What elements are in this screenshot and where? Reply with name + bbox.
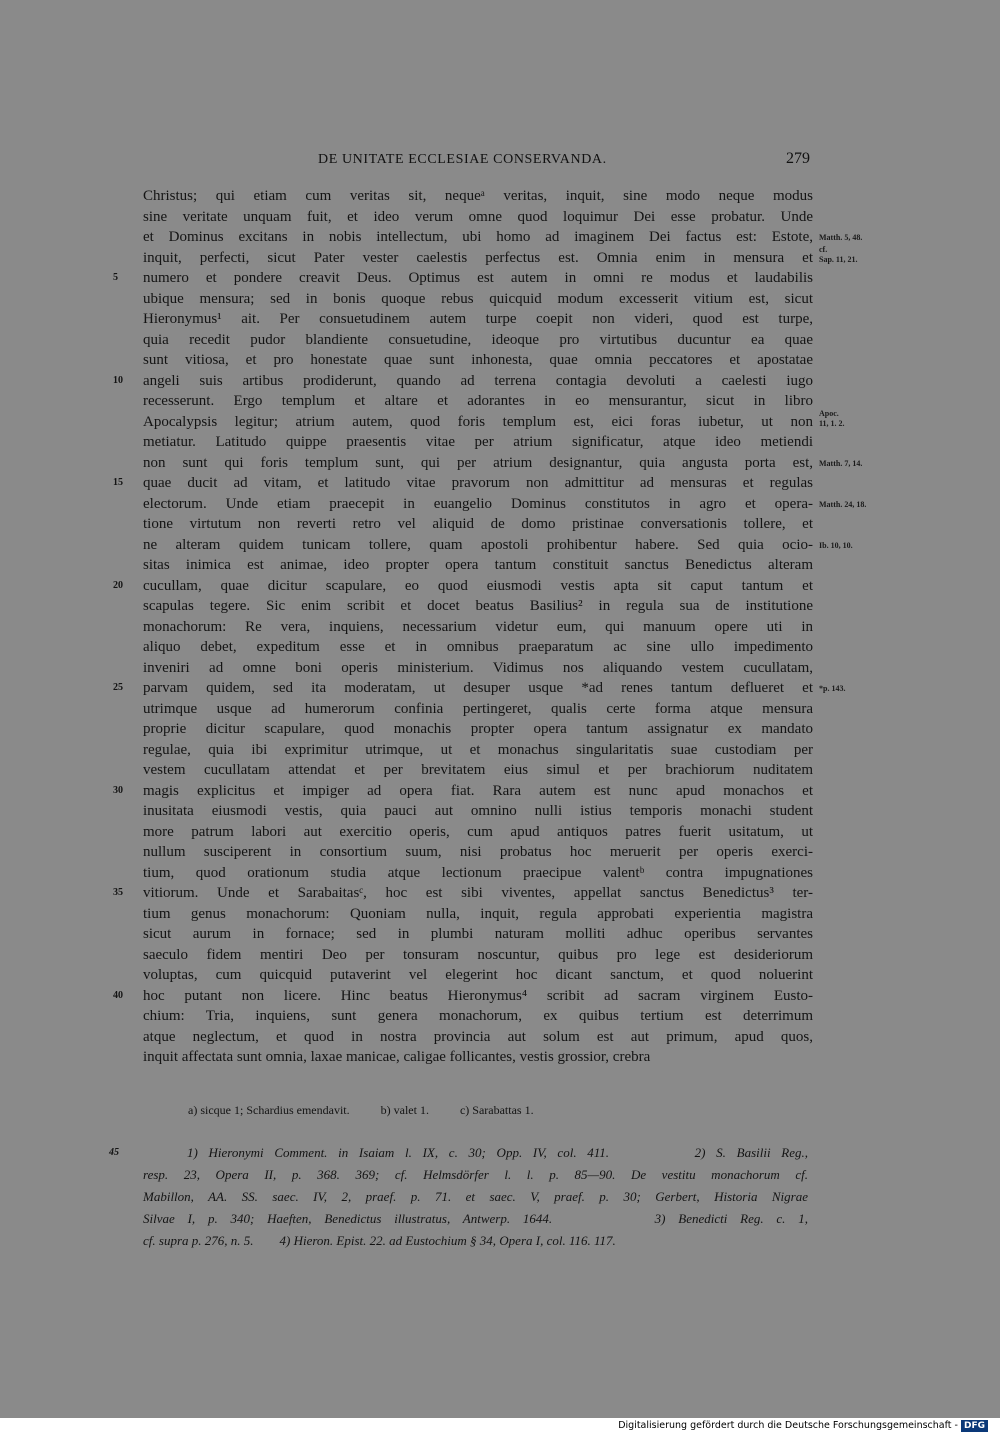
- text-line: [143, 494, 867, 515]
- digitization-credit: [618, 1418, 988, 1434]
- line-text: utrimque usque ad humerorum confinia pertingeret, qualis certe forma atque mensura: [143, 700, 813, 717]
- line-text: inusitata eiusmodi vestis, quia pauci aut omnino nulli istius temporis monachi student: [143, 803, 813, 819]
- footnote-line: [143, 1230, 808, 1252]
- line-text: angeli suis artibus prodiderunt, quando ad terrena contagia devoluti a caelesti iugo: [143, 372, 813, 389]
- line-text: ubique mensura; sed in bonis quoque rebus quicquid modum excesserit vitium est, sicut: [143, 290, 813, 307]
- line-text: proprie dicitur scapulare, quod monachis propter opera tantum assignatur ex mandato: [143, 721, 813, 737]
- line-text: vestem cucullatam attendat et per brevitatem eius simul et per brachiorum nuditatem: [143, 762, 813, 778]
- line-text: recesserunt. Ergo templum et altare et adorantes in eo mensurantur, sicut in libro: [143, 393, 813, 409]
- margin-reference: Ib. 10, 10.: [819, 540, 853, 550]
- line-text: tione virtutum non reverti retro vel aliquid de domo pristinae conversationis tollere, et: [143, 516, 813, 532]
- text-line: [143, 207, 813, 228]
- line-text: nullum susciperent in consortium suum, nisi probatus hoc meruerit per operis exerci-: [143, 844, 813, 860]
- line-text: sitas inimica est animae, ideo propter opera tantum constituit sanctus Benedictus alteram: [143, 557, 813, 573]
- text-line: [143, 596, 813, 617]
- text-line: [143, 391, 813, 412]
- line-text: tium genus monachorum: Quoniam nulla, inquit, regula approbati experientia magistra: [143, 905, 813, 922]
- line-number: 40: [113, 989, 123, 1001]
- footnote-text: 1) Hieronymi Comment. in Isaiam l. IX, c. 30; Opp. IV, col. 411. 2) S. Basilii Reg.,: [187, 1145, 808, 1160]
- line-text: regulae, quia ibi exprimitur utrimque, ut et monachus singularitatis suae custodiam per: [143, 741, 813, 758]
- text-line: [113, 986, 813, 1007]
- footnotes: [109, 1142, 808, 1252]
- main-text: [113, 186, 867, 1068]
- text-line: [143, 555, 813, 576]
- critical-note: c) Sarabattas 1.: [459, 1103, 534, 1117]
- critical-apparatus: [188, 1103, 562, 1118]
- text-line: [113, 678, 846, 699]
- text-line: [143, 842, 813, 863]
- text-line: [143, 535, 853, 556]
- text-line: [143, 740, 813, 761]
- line-text: saeculo fidem mentiri Deo per tonsuram noscuntur, quibus pro lege est desideriorum: [143, 946, 813, 963]
- line-number: 45: [109, 1147, 119, 1158]
- text-line: [143, 822, 813, 843]
- footnote-text: Mabillon, AA. SS. saec. IV, 2, praef. p. 71. et saec. V, praef. p. 30; Gerbert, Historia Nigrae: [143, 1189, 808, 1204]
- text-line: [143, 965, 813, 986]
- footnote-line: [143, 1164, 808, 1186]
- line-text: inquit, perfecti, sicut Pater vester caelestis perfectus est. Omnia enim in mensura et: [143, 249, 813, 266]
- line-text: parvam quidem, sed ita moderatam, ut desuper usque *ad renes tantum deflueret et: [143, 680, 813, 696]
- line-text: metiatur. Latitudo quippe praesentis vitae per atrium significatur, atque ideo metiendi: [143, 434, 813, 450]
- text-line: [143, 637, 813, 658]
- margin-reference: Apoc. 11, 1. 2.: [819, 408, 845, 428]
- text-line: [143, 1027, 813, 1048]
- text-line: [143, 1047, 813, 1068]
- margin-reference: Matth. 24, 18.: [819, 499, 867, 509]
- line-text: sunt vitiosa, et pro honestate quae sunt inhonesta, quae omnia peccatores et apostatae: [143, 352, 813, 368]
- text-line: [143, 350, 813, 371]
- text-line: [143, 924, 813, 945]
- line-text: ne alteram quidem tunicam tollere, quam apostoli prohibentur habere. Sed quia ocio-: [143, 536, 813, 553]
- text-line: [143, 945, 813, 966]
- running-head: DE UNITATE ECCLESIAE CONSERVANDA.: [318, 152, 607, 167]
- page-number: 279: [786, 150, 810, 167]
- text-line: [113, 576, 813, 597]
- line-text: numero et pondere creavit Deus. Optimus est autem in omni re modus et laudabilis: [143, 270, 813, 286]
- line-text: Christus; qui etiam cum veritas sit, nequeᵃ veritas, inquit, sine modo neque modus: [143, 188, 813, 204]
- text-line: [143, 617, 813, 638]
- critical-note: b) valet 1.: [380, 1103, 429, 1117]
- text-line: [143, 1006, 813, 1027]
- footnote-text: cf. supra p. 276, n. 5. 4) Hieron. Epist. 22. ad Eustochium § 34, Opera I, col. 116. 117.: [143, 1233, 616, 1248]
- text-line: [113, 781, 813, 802]
- line-number: 5: [113, 272, 118, 283]
- line-text: voluptas, cum quicquid putaverint vel elegerint hoc dicant sanctum, et quod noluerint: [143, 967, 813, 983]
- line-text: monachorum: Re vera, inquiens, necessarium videtur eum, qui manuum opere uti in: [143, 618, 813, 635]
- footnote-line: [143, 1186, 808, 1208]
- line-number: 35: [113, 887, 123, 898]
- line-text: Hieronymus¹ ait. Per consuetudinem autem turpe coepit non videri, quod est turpe,: [143, 311, 813, 327]
- text-line: [113, 883, 813, 904]
- line-number: 30: [113, 784, 123, 796]
- line-text: aliquo debet, expeditum esse et in omnibus praeparatum ac sine ullo impedimento: [143, 639, 813, 655]
- text-line: [143, 408, 845, 433]
- text-line: [143, 453, 863, 474]
- line-number: 25: [113, 682, 123, 693]
- text-line: [143, 801, 813, 822]
- line-number: 10: [113, 374, 123, 386]
- line-text: sine veritate unquam fuit, et ideo verum omne quod loquimur Dei esse probatur. Unde: [143, 208, 813, 225]
- margin-reference: Matth. 5, 48.: [819, 233, 863, 242]
- margin-reference: Matth. 7, 14.: [819, 458, 863, 468]
- line-number: 20: [113, 579, 123, 591]
- line-text: quae ducit ad vitam, et latitudo vitae pravorum non admittitur ad mensuras et regulas: [143, 475, 813, 491]
- text-line: [113, 268, 813, 289]
- line-text: vitiorum. Unde et Sarabaitasᶜ, hoc est sibi viventes, appellat sanctus Benedictus³ ter-: [143, 885, 813, 901]
- line-text: chium: Tria, inquiens, sunt genera monachorum, ex quibus tertium est deterrimum: [143, 1008, 813, 1024]
- critical-note: a) sicque 1; Schardius emendavit.: [188, 1103, 350, 1117]
- line-text: electorum. Unde etiam praecepit in euangelio Dominus constitutos in agro et opera-: [143, 495, 813, 512]
- line-text: quia recedit pudor blandiente consuetudine, ideoque pro virtutibus ducuntur ea quae: [143, 331, 813, 348]
- text-line: [143, 863, 813, 884]
- line-text: cucullam, quae dicitur scapulare, eo quod eiusmodi vestis apta sit caput tantum et: [143, 577, 813, 594]
- text-line: [143, 432, 813, 453]
- dfg-logo-icon: DFG: [961, 1420, 988, 1432]
- text-line: [143, 514, 813, 535]
- footnote-line: [143, 1208, 808, 1230]
- text-line: [143, 309, 813, 330]
- margin-reference: cf. Sap. 11, 21.: [819, 244, 858, 264]
- line-text: magis explicitus et impiger ad opera fiat. Rara autem est nunc apud monachos et: [143, 782, 813, 799]
- line-text: non sunt qui foris templum sunt, qui per atrium designantur, quia angusta porta est,: [143, 454, 813, 471]
- line-text: et Dominus excitans in nobis intellectum, ubi homo ad imaginem Dei factus est: Estote,: [143, 229, 813, 245]
- line-number: 15: [113, 477, 123, 488]
- text-line: [113, 371, 813, 392]
- line-text: inquit affectata sunt omnia, laxae manicae, caligae follicantes, vestis grossior, crebra: [143, 1049, 651, 1065]
- text-line: [143, 186, 813, 207]
- margin-reference: *p. 143.: [819, 684, 846, 693]
- credit-text: Digitalisierung gefördert durch die Deutsche Forschungsgemeinschaft -: [618, 1420, 958, 1431]
- text-line: [143, 244, 858, 269]
- text-line: [143, 658, 813, 679]
- line-text: more patrum labori aut exercitio operis, cum apud antiquos patres fuerit usitatum, ut: [143, 823, 813, 840]
- text-line: [113, 473, 813, 494]
- text-line: [143, 699, 813, 720]
- text-line: [143, 227, 863, 248]
- line-text: atque neglectum, et quod in nostra provincia aut solum est aut primum, apud quos,: [143, 1028, 813, 1045]
- footnote-line: [109, 1142, 808, 1164]
- footnote-text: resp. 23, Opera II, p. 368. 369; cf. Helmsdörfer l. l. p. 85—90. De vestitu monachorum cf.: [143, 1167, 808, 1182]
- footnote-text: Silvae I, p. 340; Haeften, Benedictus illustratus, Antwerp. 1644. 3) Benedicti Reg. c. 1,: [143, 1211, 808, 1226]
- text-line: [143, 719, 813, 740]
- line-text: hoc putant non licere. Hinc beatus Hieronymus⁴ scribit ad sacram virginem Eusto-: [143, 987, 813, 1004]
- text-line: [143, 289, 813, 310]
- line-text: scapulas tegere. Sic enim scribit et docet beatus Basilius² in regula sua de institutione: [143, 598, 813, 614]
- line-text: tium, quod orationum studia atque lectionum praecipue valentᵇ contra impugnationes: [143, 864, 813, 881]
- text-line: [143, 760, 813, 781]
- text-line: [143, 904, 813, 925]
- line-text: sicut aurum in fornace; sed in plumbi naturam molliti adhuc operibus servantes: [143, 926, 813, 942]
- line-text: Apocalypsis legitur; atrium autem, quod foris templum est, eici foras iubetur, ut non: [143, 413, 813, 430]
- text-line: [143, 330, 813, 351]
- line-text: inveniri ad omne boni operis ministerium. Vidimus nos aliquando vestem cucullatam,: [143, 659, 813, 676]
